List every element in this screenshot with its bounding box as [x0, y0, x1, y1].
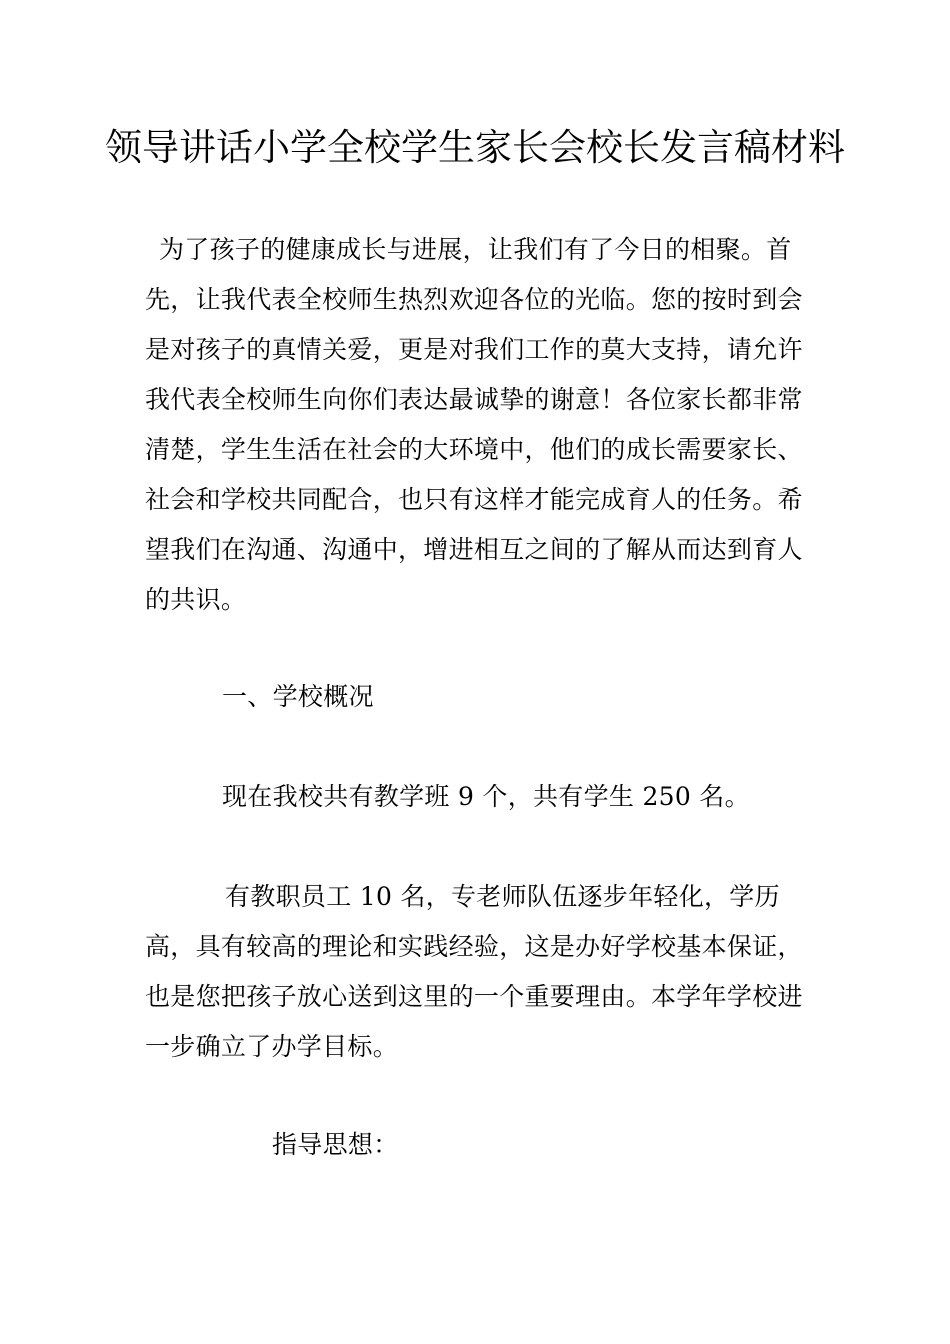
- intro-paragraph: 为了孩子的健康成长与进展，让我们有了今日的相聚。首先，让我代表全校师生热烈欢迎各位的光临。您的按时到会是对孩子的真情关爱，更是对我们工作的莫大支持，请允许我代表全校师生向你们表达最诚挚的谢意！各位家长都非常清楚，学生生活在社会的大环境中，他们的成长需要家长、社会和学校共同配合，也只有这样才能完成育人的任务。希望我们在沟通、沟通中，增进相互之间的了解从而达到育人的共识。: [145, 235, 803, 614]
- section-heading-school-overview: 一、学校概况: [222, 682, 374, 711]
- staff-paragraph: 有教职员工 10 名，专老师队伍逐步年轻化，学历高，具有较高的理论和实践经验，这是办好学校基本保证，也是您把孩子放心送到这里的一个重要理由。本学年学校进一步确立了办学目标。: [145, 882, 803, 1061]
- guiding-thought-heading: 指导思想：: [272, 1130, 399, 1159]
- document-title: 领导讲话小学全校学生家长会校长发言稿材料: [105, 126, 845, 169]
- school-stats-paragraph: 现在我校共有教学班 9 个，共有学生 250 名。: [222, 782, 750, 811]
